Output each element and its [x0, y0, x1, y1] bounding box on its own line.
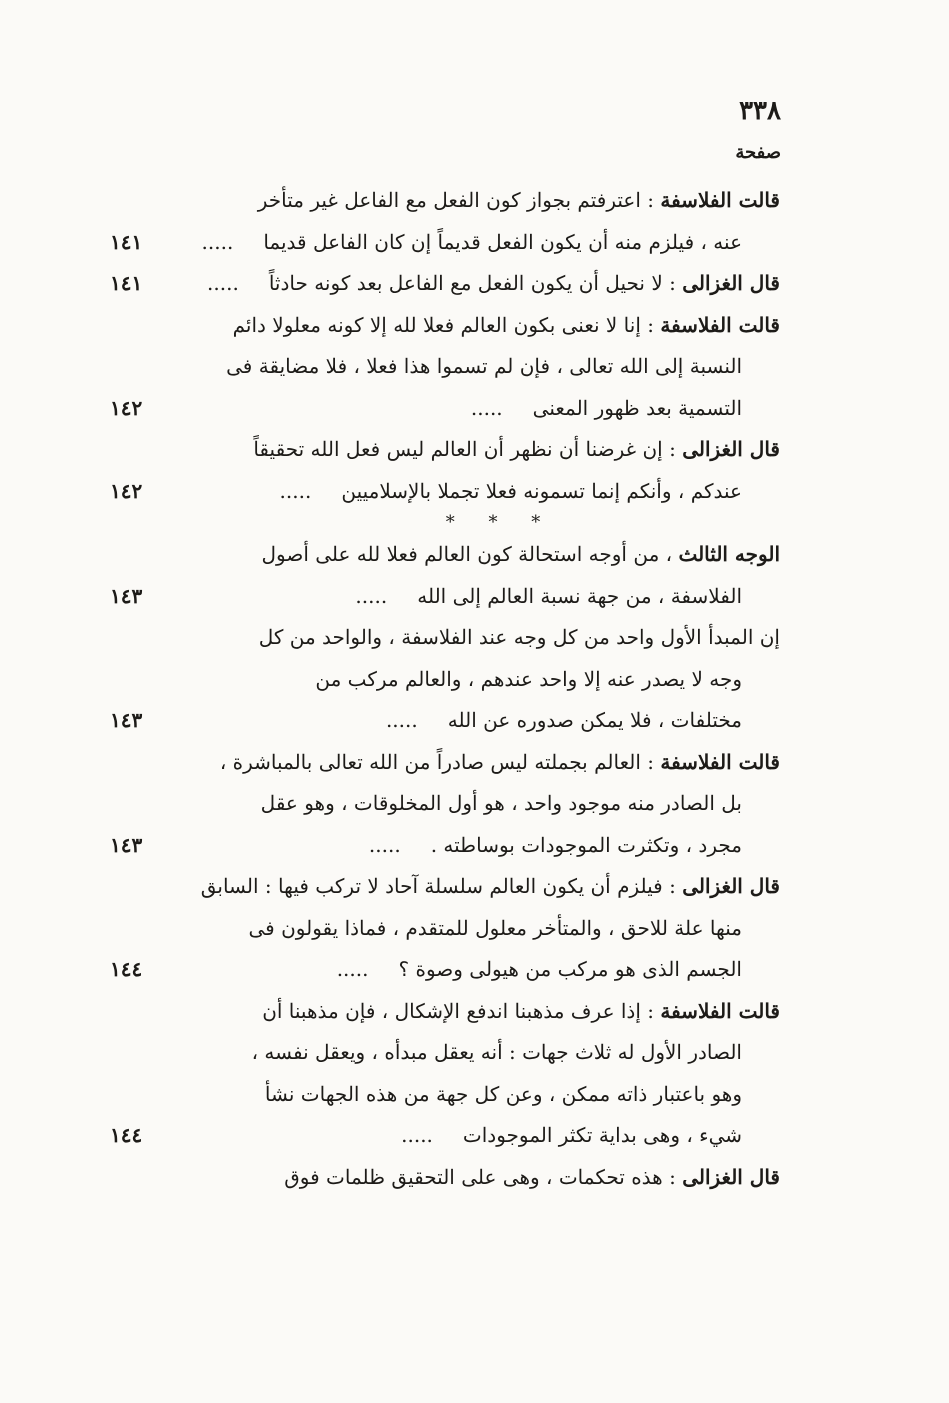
- speaker-label: قالت الفلاسفة: [660, 312, 780, 337]
- speaker-label: قالت الفلاسفة: [660, 998, 780, 1023]
- toc-line-text: [207, 263, 780, 305]
- line-text: : إذا عرف مذهبنا اندفع الإشكال ، فإن مذهبنا أن: [262, 998, 661, 1023]
- dot-leaders: .....: [279, 478, 312, 503]
- toc-line: [110, 305, 780, 347]
- toc-line-text: [210, 534, 780, 576]
- toc-line: [110, 742, 780, 784]
- toc-line: [110, 222, 780, 264]
- line-text: : إنا لا نعنى بكون العالم فعلا لله إلا كونه معلولا دائم: [232, 312, 661, 337]
- toc-line: [110, 1115, 780, 1157]
- toc-line-text: [210, 991, 780, 1033]
- line-text: الصادر الأول له ثلاث جهات : أنه يعقل مبدأه ، ويعقل نفسه ،: [251, 1040, 742, 1064]
- line-text: وهو باعتبار ذاته ممكن ، وعن كل جهة من هذه الجهات نشأ: [264, 1081, 742, 1106]
- toc-line: [110, 949, 780, 991]
- toc-line-text: [210, 617, 780, 659]
- toc-line: [110, 617, 780, 659]
- line-text: : اعترفتم بجواز كون الفعل مع الفاعل غير متأخر: [257, 188, 661, 212]
- line-text: منها علة للاحق ، والمتأخر معلول للمتقدم ، فماذا يقولون فى: [248, 915, 742, 940]
- speaker-label: الوجه الثالث: [678, 542, 780, 566]
- toc-line-text: [210, 659, 742, 701]
- line-text: وجه لا يصدر عنه إلا واحد عندهم ، والعالم مركب من: [315, 666, 742, 691]
- line-text: النسبة إلى الله تعالى ، فإن لم تسموا هذا فعلا ، فلا مضايقة فى: [226, 354, 742, 378]
- speaker-label: قالت الفلاسفة: [660, 188, 780, 212]
- toc-line: [110, 991, 780, 1033]
- line-text: مجرد ، وتكثرت الموجودات بوساطته .: [430, 832, 742, 857]
- toc-line-text: [210, 949, 742, 991]
- page-reference: ١٤٤: [110, 1123, 143, 1147]
- toc-line-text: [210, 1115, 742, 1157]
- toc-line-text: [210, 908, 742, 950]
- page-reference: ١٤٤: [110, 957, 143, 981]
- page-reference: ١٤٢: [110, 395, 143, 420]
- toc-line: [110, 825, 780, 867]
- toc-line-text: [210, 429, 780, 471]
- toc-line-text: [210, 825, 742, 867]
- page-reference: ١٤٣: [110, 583, 143, 608]
- toc-line: [110, 576, 780, 618]
- line-text: التسمية بعد ظهور المعنى: [532, 395, 742, 420]
- toc-line: [110, 908, 780, 950]
- toc-line: [110, 429, 780, 471]
- toc-line: [110, 1074, 780, 1116]
- toc-line-text: [210, 346, 742, 388]
- page-reference: ١٤١: [110, 271, 143, 295]
- toc-line-text: [210, 305, 780, 347]
- toc-line-text: [210, 1157, 780, 1199]
- line-text: عندكم ، وأنكم إنما تسمونه فعلا تجملا بالإسلاميين: [341, 478, 742, 503]
- page-column-label: صفحة: [735, 142, 781, 163]
- toc-line-text: [210, 700, 742, 742]
- toc-line: [110, 263, 780, 305]
- line-text: : لا نحيل أن يكون الفعل مع الفاعل بعد كونه حادثاً: [268, 271, 683, 295]
- dot-leaders: .....: [201, 229, 234, 254]
- dot-leaders: .....: [336, 957, 369, 981]
- toc-line-text: [201, 222, 742, 264]
- speaker-label: قال الغزالى: [682, 1164, 780, 1189]
- toc-line-text: [210, 1032, 742, 1074]
- line-text: الجسم الذى هو مركب من هيولى وصوة ؟: [398, 957, 742, 981]
- dot-leaders: .....: [470, 395, 503, 420]
- toc-line-text: [210, 388, 742, 430]
- toc-line: [110, 1157, 780, 1199]
- line-text: شيء ، وهى بداية تكثر الموجودات: [462, 1123, 742, 1147]
- line-text: مختلفات ، فلا يمكن صدوره عن الله: [447, 708, 742, 732]
- page-reference: ١٤١: [110, 229, 143, 254]
- dot-leaders: .....: [401, 1123, 433, 1147]
- section-separator: * * *: [445, 512, 555, 533]
- line-text: : هذه تحكمات ، وهى على التحقيق ظلمات فوق: [284, 1164, 683, 1189]
- page-number: ٣٣٨: [739, 96, 781, 126]
- dot-leaders: .....: [355, 583, 388, 608]
- toc-line: [110, 471, 780, 513]
- toc-line: [110, 180, 780, 222]
- line-text: بل الصادر منه موجود واحد ، هو أول المخلوقات ، وهو عقل: [260, 791, 742, 815]
- dot-leaders: .....: [207, 271, 239, 295]
- toc-line-text: [210, 180, 780, 222]
- toc-line: [110, 534, 780, 576]
- toc-line-text: [210, 471, 742, 513]
- toc-line-text: [200, 866, 780, 908]
- speaker-label: قال الغزالى: [682, 271, 780, 295]
- line-text: ، من أوجه استحالة كون العالم فعلا لله على أصول: [261, 542, 679, 566]
- speaker-label: قال الغزالى: [682, 437, 780, 461]
- page-reference: ١٤٣: [110, 832, 143, 857]
- dot-leaders: .....: [368, 832, 401, 857]
- dot-leaders: .....: [385, 708, 418, 732]
- speaker-label: قالت الفلاسفة: [660, 749, 780, 774]
- toc-line: [110, 866, 780, 908]
- line-text: : فيلزم أن يكون العالم سلسلة آحاد لا تركب فيها : السابق: [200, 874, 683, 898]
- toc-line: [110, 388, 780, 430]
- toc-line: [110, 346, 780, 388]
- toc-line: [110, 700, 780, 742]
- toc-line: [110, 1032, 780, 1074]
- line-text: الفلاسفة ، من جهة نسبة العالم إلى الله: [417, 583, 742, 608]
- speaker-label: قال الغزالى: [682, 874, 780, 898]
- line-text: : إن غرضنا أن نظهر أن العالم ليس فعل الله تحقيقاً: [253, 437, 683, 461]
- line-text: : العالم بجملته ليس صادراً من الله تعالى بالمباشرة ،: [219, 749, 661, 774]
- page-reference: ١٤٢: [110, 478, 143, 503]
- toc-line-text: [210, 576, 742, 618]
- toc-line-text: [210, 1074, 742, 1116]
- toc-line: [110, 659, 780, 701]
- toc-line: [110, 783, 780, 825]
- line-text: عنه ، فيلزم منه أن يكون الفعل قديماً إن كان الفاعل قديما: [263, 229, 742, 254]
- table-of-contents: [110, 180, 780, 1198]
- line-text: إن المبدأ الأول واحد من كل وجه عند الفلاسفة ، والواحد من كل: [258, 625, 780, 649]
- page-reference: ١٤٣: [110, 708, 143, 732]
- toc-line-text: [210, 742, 780, 784]
- toc-line-text: [210, 783, 742, 825]
